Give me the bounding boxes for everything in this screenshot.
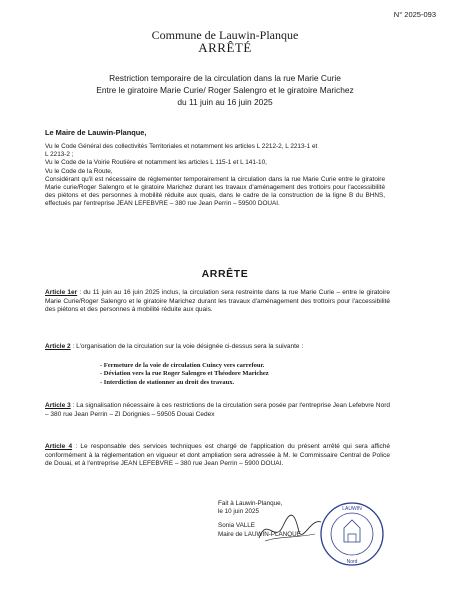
subject-line-1: Restriction temporaire de la circulation dans la rue Marie Curie xyxy=(109,73,341,83)
subject-line-2: Entre le giratoire Marie Curie/ Roger Salengro et le giratoire Marichez xyxy=(96,85,354,95)
handwritten-signature xyxy=(255,508,325,548)
signature-date: le 10 juin 2025 xyxy=(218,508,259,516)
list-item: - Fermeture de la voie de circulation Cuincy vers carrefour. xyxy=(100,362,360,370)
reference-number: N° 2025-093 xyxy=(393,10,436,19)
vu-line: Vu le Code de la Voirie Routière et notamment les articles L 115-1 et L 141-10, xyxy=(45,159,267,167)
article-label: Article 4 xyxy=(45,443,73,450)
article-1 xyxy=(45,289,390,315)
vu-line: Vu le Code Général des collectivités Territoriales et notamment les articles L 2212-2, L 2213-1 et xyxy=(45,143,318,150)
article-text: : La signalisation nécessaire à ces restrictions de la circulation sera posée par l'entreprise Jean Lefebvre Nord – 380 rue Jean Perrin – ZI Dorignies – 59505 Douai Cedex xyxy=(45,402,390,418)
vu-line: Vu le Code de la Route, xyxy=(45,167,113,175)
list-item: - Déviation vers la rue Roger Salengro et Théodore Marichez xyxy=(100,370,360,378)
article-4 xyxy=(45,443,390,469)
signatory-role: Maire de LAUWIN-PLANQUE xyxy=(218,530,301,538)
article-3 xyxy=(45,402,390,419)
article-2 xyxy=(45,343,390,352)
considerant-paragraph: Considérant qu'il est nécessaire de réglementer temporairement la circulation dans la rue Marie Curie entre le giratoire Marie curie/Roger Salengro et le giratoire Marichez durant les travaux d'aménagement des trottoirs pour l'accessibilité des piétons et des personnes à mobilité réduite aux quais, dans le cadre de la construction de la ligne B du BHNS, effectués par l'entreprise JEAN LEFEBVRE – 380 rue Jean Perrin – 59500 DOUAI. xyxy=(45,175,385,208)
municipal-seal-stamp xyxy=(318,500,386,568)
article-label: Article 1er xyxy=(45,289,78,296)
arrete-heading: ARRÊTE xyxy=(201,268,249,280)
commune-name: Commune de Lauwin-Planque xyxy=(151,28,299,42)
article-text: : L'organisation de la circulation sur la voie désignée ci-dessus sera la suivante : xyxy=(70,343,304,350)
vu-block xyxy=(45,143,385,209)
article-label: Article 2 xyxy=(45,343,71,350)
article-text: : Le responsable des services techniques est chargé de l'application du présent arrêté qui sera affiché conformément à la réglementation en vigueur et dont ampliation sera adressée à M. le Commissaire Central de Police de Douai, et à l'entreprise JEAN LEFEBVRE – 380 rue Jean Perrin – 5900 DOUAI. xyxy=(45,443,390,468)
signature-place: Fait à Lauwin-Planque, xyxy=(218,500,283,507)
list-item: - Interdiction de stationner au droit des travaux. xyxy=(100,379,360,387)
subject-line-3: du 11 juin au 16 juin 2025 xyxy=(177,97,273,107)
article-label: Article 3 xyxy=(45,402,71,409)
maire-line: Le Maire de Lauwin-Planque, xyxy=(45,128,147,137)
svg-text:Nord: Nord xyxy=(346,559,358,565)
article-text: : du 11 juin au 16 juin 2025 inclus, la circulation sera restreinte dans la rue Marie Curie – entre le giratoire Marie Curie/Roger Salengro et le giratoire Marichez durant les travaux d'aménagement des trottoirs pour l'accessibilité des piétons et des personnes à mobilité réduite aux quais. xyxy=(45,289,391,314)
signatory-name: Sonia VALLE xyxy=(218,522,255,530)
vu-line: L 2213-2 ; xyxy=(45,151,74,159)
circulation-measures-list xyxy=(100,362,360,387)
document-title: ARRÊTÉ xyxy=(198,40,252,55)
svg-text:LAUWIN: LAUWIN xyxy=(342,506,362,512)
subject-block xyxy=(60,72,390,108)
